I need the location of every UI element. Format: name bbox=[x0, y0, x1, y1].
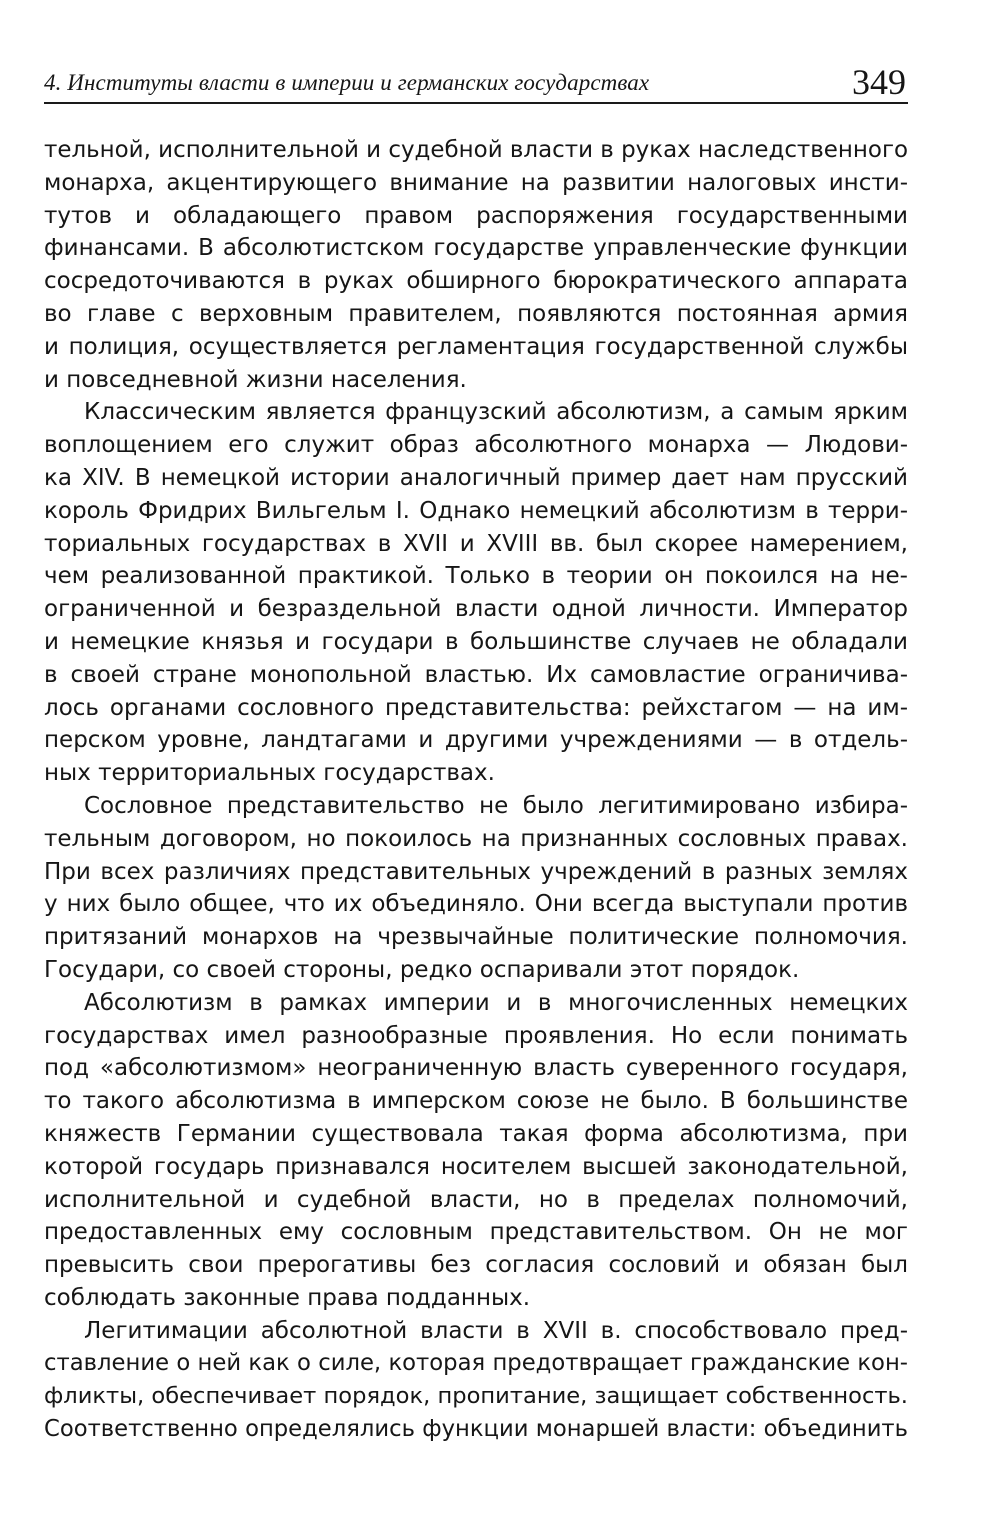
text-line: и повседневной жизни населения. bbox=[44, 366, 467, 393]
text-line: во главе с верховным правителем, появляются постоянная армия bbox=[44, 300, 908, 327]
page-number: 349 bbox=[852, 62, 906, 102]
running-title: 4. Институты власти в империи и германских государствах bbox=[44, 70, 650, 95]
text-line: притязаний монархов на чрезвычайные политические полномочия. bbox=[44, 924, 908, 951]
text-line: у них было общее, что их объединяло. Они всегда выступали против bbox=[44, 891, 908, 918]
text-line: Государи, со своей стороны, редко оспаривали этот порядок. bbox=[44, 956, 800, 983]
text-line: перском уровне, ландтагами и другими учреждениями — в отдель- bbox=[44, 727, 908, 754]
text-line: княжеств Германии существовала такая форма абсолютизма, при bbox=[44, 1120, 908, 1147]
text-line: чем реализованной практикой. Только в теории он покоился на не- bbox=[44, 563, 908, 590]
text-line: Легитимации абсолютной власти в XVII в. способствовало пред- bbox=[84, 1317, 908, 1344]
text-line: Абсолютизм в рамках империи и в многочисленных немецких bbox=[84, 989, 908, 1016]
text-line: фликты, обеспечивает порядок, пропитание, защищает собственность. bbox=[44, 1383, 908, 1410]
text-line: Сословное представительство не было легитимировано избира- bbox=[84, 792, 908, 819]
text-line: ставление о ней как о силе, которая предотвращает гражданские кон- bbox=[44, 1350, 908, 1377]
text-line: ториальных государствах в XVII и XVIII вв. был скорее намерением, bbox=[44, 530, 908, 557]
text-line: воплощением его служит образ абсолютного монарха — Людови- bbox=[44, 432, 908, 459]
text-line: лось органами сословного представительства: рейхстагом — на им- bbox=[44, 694, 908, 721]
text-line: государствах имел разнообразные проявления. Но если понимать bbox=[44, 1022, 908, 1049]
paragraph bbox=[44, 1315, 908, 1446]
text-line: Классическим является французский абсолютизм, а самым ярким bbox=[84, 399, 908, 426]
text-line: ограниченной и безраздельной власти одной личности. Император bbox=[44, 596, 908, 623]
text-line: ка XIV. В немецкой истории аналогичный пример дает нам прусский bbox=[44, 464, 908, 491]
text-line: под «абсолютизмом» неограниченную власть суверенного государя, bbox=[44, 1055, 908, 1082]
paragraph bbox=[44, 134, 908, 396]
text-line: и полиция, осуществляется регламентация государственной службы bbox=[44, 333, 908, 360]
text-line: предоставленных ему сословным представительством. Он не мог bbox=[44, 1219, 908, 1246]
text-line: в своей стране монопольной властью. Их самовластие ограничива- bbox=[44, 661, 908, 688]
text-line: и немецкие князья и государи в большинстве случаев не обладали bbox=[44, 628, 908, 655]
text-line: Соответственно определялись функции монаршей власти: объединить bbox=[44, 1416, 908, 1443]
text-line: превысить свои прерогативы без согласия сословий и обязан был bbox=[44, 1252, 908, 1279]
text-line: исполнительной и судебной власти, но в пределах полномочий, bbox=[44, 1186, 908, 1213]
text-line: которой государь признавался носителем высшей законодательной, bbox=[44, 1153, 908, 1180]
text-line: тутов и обладающего правом распоряжения государственными bbox=[44, 202, 908, 229]
text-line: тельной, исполнительной и судебной власти в руках наследственного bbox=[44, 137, 909, 163]
paragraph bbox=[44, 987, 908, 1315]
body-text bbox=[44, 134, 908, 1446]
text-line: тельным договором, но покоилось на признанных сословных правах. bbox=[44, 825, 908, 852]
text-line: соблюдать законные права подданных. bbox=[44, 1284, 531, 1311]
text-line: монарха, акцентирующего внимание на развитии налоговых инсти- bbox=[44, 169, 908, 196]
paragraph bbox=[44, 396, 908, 790]
text-line: король Фридрих Вильгельм I. Однако немецкий абсолютизм в терри- bbox=[44, 497, 908, 524]
text-line: то такого абсолютизма в имперском союзе не было. В большинстве bbox=[44, 1088, 908, 1115]
running-head bbox=[44, 52, 908, 104]
text-line: ных территориальных государствах. bbox=[44, 760, 495, 787]
text-line: При всех различиях представительных учреждений в разных землях bbox=[44, 858, 908, 885]
text-line: финансами. В абсолютистском государстве управленческие функции bbox=[44, 235, 908, 262]
paragraph bbox=[44, 790, 908, 987]
text-line: сосредоточиваются в руках обширного бюрократического аппарата bbox=[44, 268, 908, 295]
